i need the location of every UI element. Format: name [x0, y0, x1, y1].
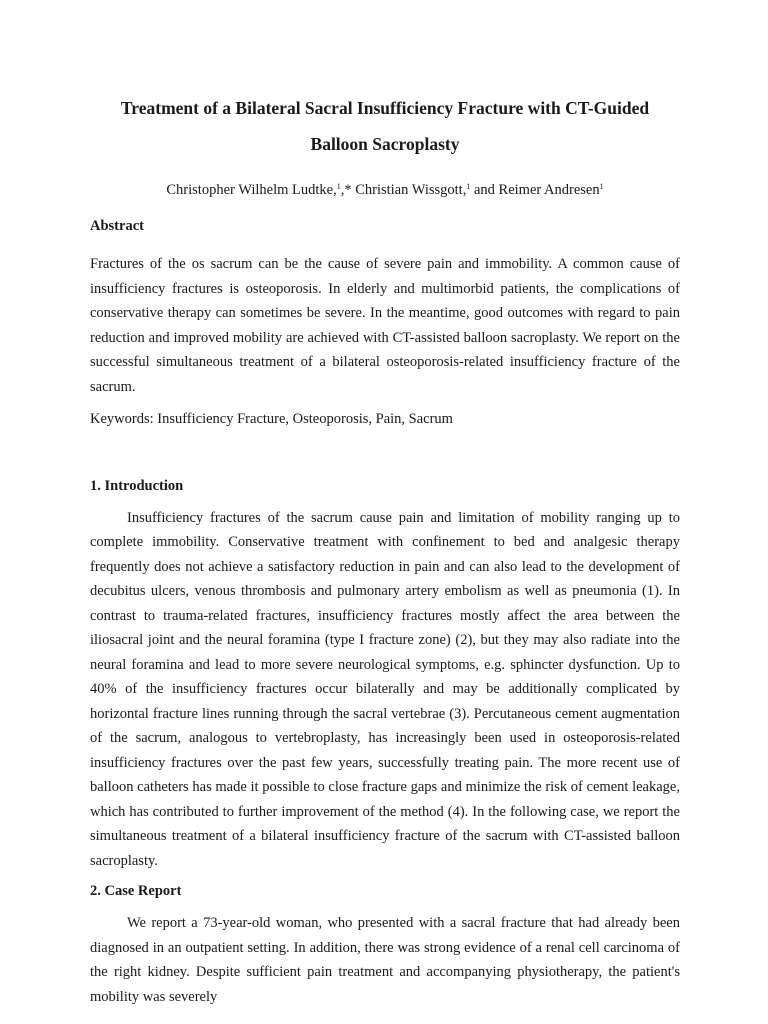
affiliation-mark: 1	[336, 182, 341, 191]
author-list	[90, 177, 680, 200]
abstract-heading: Abstract	[90, 218, 144, 234]
section-text-introduction: Insufficiency fractures of the sacrum cause pain and limitation of mobility ranging up to complete immobility. Conservative treatment with confinement to bed and analgesic therapy frequently does not achieve a satisfactory reduction in pain and can also lead to the development of decubitus ulcers, venous thrombosis and pulmonary artery embolism as well as pneumonia (1). In contrast to trauma-related fractures, insufficiency fractures mostly affect the area between the iliosacral joint and the neural foramina (type I fracture zone) (2), but they may also radiate into the neural foramina and lead to more severe neurological symptoms, e.g. sphincter dysfunction. Up to 40% of the insufficiency fractures occur bilaterally and may be additionally complicated by horizontal fracture lines running through the sacral vertebrae (3). Percutaneous cement augmentation of the sacrum, analogous to vertebroplasty, has increasingly been used in osteoporosis-related insufficiency fractures over the past few years, successfully treating pain. The more recent use of balloon catheters has made it possible to close fracture gaps and minimize the risk of cement leakage, which has contributed to further improvement of the method (4). In the following case, we report the simultaneous treatment of a bilateral insufficiency fracture of the sacrum with CT-assisted balloon sacroplasty.	[90, 509, 680, 869]
affiliation-mark: 1	[466, 182, 471, 191]
abstract-text: Fractures of the os sacrum can be the cause of severe pain and immobility. A common cause of insufficiency fractures is osteoporosis. In elderly and multimorbid patients, the complications of conservative therapy can sometimes be severe. In the meantime, good outcomes with regard to pain reduction and improved mobility are achieved with CT-assisted balloon sacroplasty. We report on the successful simultaneous treatment of a bilateral osteoporosis-related insufficiency fracture of the sacrum.	[90, 256, 680, 395]
paper-title: Treatment of a Bilateral Sacral Insufficiency Fracture with CT-Guided Balloon Sacroplasty	[120, 98, 650, 154]
affiliation-mark: 1	[599, 182, 604, 191]
keywords: Keywords: Insufficiency Fracture, Osteoporosis, Pain, Sacrum	[90, 411, 453, 427]
author-name: Christopher Wilhelm Ludtke,	[166, 182, 337, 198]
author-separator: and	[470, 182, 499, 198]
section-heading-introduction: 1. Introduction	[90, 477, 184, 494]
section-text-case-report: We report a 73-year-old woman, who presented with a sacral fracture that had already been diagnosed in an outpatient setting. In addition, there was strong evidence of a renal cell carcinoma of the right kidney. Despite sufficient pain treatment and accompanying physiotherapy, the patient's mobility was severely	[90, 915, 680, 1005]
author-separator: ,*	[340, 182, 356, 198]
author-name: Christian Wissgott,	[355, 182, 467, 198]
author-name: Reimer Andresen	[498, 182, 600, 198]
section-heading-case-report: 2. Case Report	[90, 883, 182, 899]
